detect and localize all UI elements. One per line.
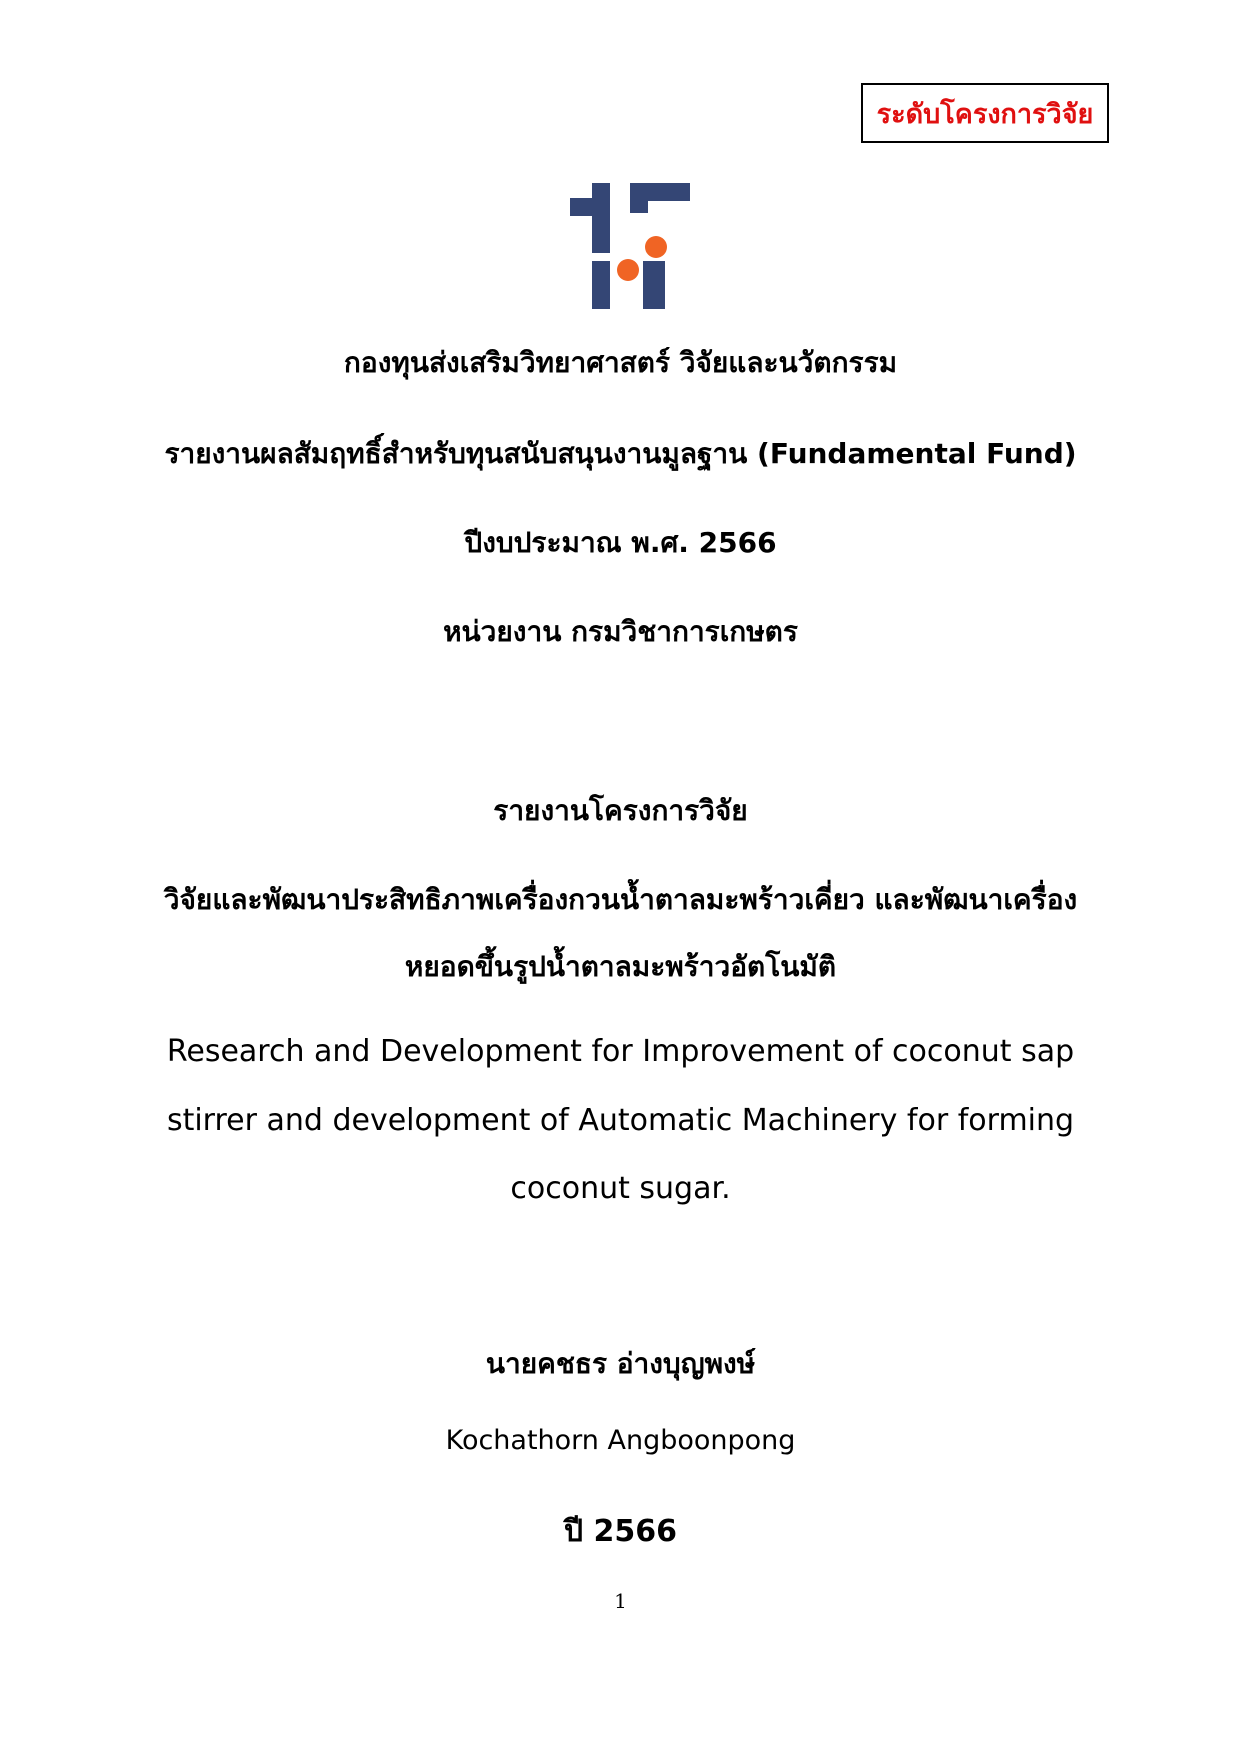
agency-unit: หน่วยงาน กรมวิชาการเกษตร bbox=[443, 615, 798, 648]
tsri-logo-icon bbox=[570, 183, 690, 309]
report-type: รายงานผลสัมฤทธิ์สำหรับทุนสนับสนุนงานมูลฐาน (Fundamental Fund) bbox=[164, 437, 1077, 470]
agency-name: กองทุนส่งเสริมวิทยาศาสตร์ วิจัยและนวัตกรรม bbox=[343, 346, 898, 379]
section-label: รายงานโครงการวิจัย bbox=[493, 794, 748, 827]
author-name-en: Kochathorn Angboonpong bbox=[445, 1425, 796, 1456]
project-title-th-line-1: วิจัยและพัฒนาประสิทธิภาพเครื่องกวนน้ำตาลมะพร้าวเคี่ยว และพัฒนาเครื่อง bbox=[163, 883, 1078, 916]
research-level-badge: ระดับโครงการวิจัย bbox=[861, 83, 1109, 143]
author-name-th: นายคชธร อ่างบุญพงษ์ bbox=[485, 1347, 756, 1380]
logo-block-top-left-stem bbox=[592, 183, 610, 253]
project-title-en-line-2: stirrer and development of Automatic Machinery for forming bbox=[166, 1103, 1075, 1138]
logo-dot-lower bbox=[617, 259, 639, 281]
project-title-en-line-1: Research and Development for Improvement of coconut sap bbox=[166, 1034, 1075, 1069]
logo-dot-upper bbox=[645, 236, 667, 258]
project-title-en-line-3: coconut sugar. bbox=[510, 1171, 731, 1206]
page-number: 1 bbox=[614, 1589, 627, 1613]
fiscal-year: ปีงบประมาณ พ.ศ. 2566 bbox=[464, 526, 777, 559]
report-year: ปี 2566 bbox=[564, 1514, 677, 1549]
logo-block-bottom-right bbox=[643, 261, 665, 309]
logo-block-top-right-stem bbox=[630, 183, 648, 213]
logo-block-bottom-left bbox=[592, 261, 610, 309]
project-title-th-line-2: หยอดขึ้นรูปน้ำตาลมะพร้าวอัตโนมัติ bbox=[404, 950, 837, 983]
